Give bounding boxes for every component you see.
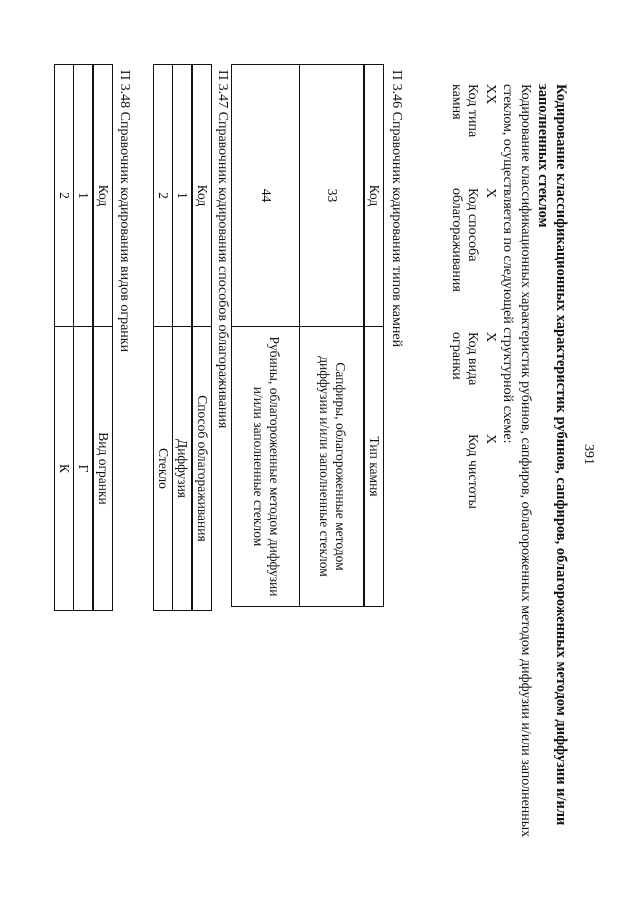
cell-code: 2 bbox=[154, 65, 173, 327]
code-structure-scheme bbox=[438, 84, 498, 564]
scheme-label: Код типа камня bbox=[449, 84, 480, 138]
scheme-label: Код чистоты bbox=[465, 434, 480, 509]
cell-cut: Г bbox=[74, 327, 94, 611]
cell-code: 2 bbox=[55, 65, 74, 327]
scheme-label: Код способа облагораживания bbox=[449, 188, 480, 292]
table-row bbox=[300, 65, 364, 607]
column-header-code: Код bbox=[192, 65, 212, 327]
table-347-caption: П 3.47 Справочник кодирования способов облагораживания bbox=[215, 70, 230, 429]
scheme-item-stone-type bbox=[448, 84, 498, 164]
cell-cut: К bbox=[55, 327, 74, 611]
scheme-mark: Х bbox=[483, 332, 498, 343]
table-346-caption: П 3.46 Справочник кодирования типов камней bbox=[389, 70, 404, 348]
cell-code: 44 bbox=[232, 65, 300, 327]
table-header-row bbox=[93, 65, 113, 611]
cell-type: Рубины, облагороженные методом диффузии и/или заполненные стеклом bbox=[232, 327, 300, 607]
scheme-mark: ХХ bbox=[483, 84, 498, 105]
cell-code: 1 bbox=[74, 65, 94, 327]
cell-code: 33 bbox=[300, 65, 364, 327]
table-348-caption: П 3.48 Справочник кодирования видов огранки bbox=[117, 70, 132, 353]
table-row bbox=[173, 65, 193, 611]
intro-paragraph: Кодирование классификационных характеристик рубинов, сапфиров, облагороженных методом диффузии и/или заполненных стеклом, осуществляется по следующей структурной схеме: bbox=[500, 84, 533, 838]
page-number: 391 bbox=[581, 444, 596, 465]
cell-method: Диффузия bbox=[173, 327, 193, 611]
table-row bbox=[55, 65, 74, 611]
table-346 bbox=[232, 64, 385, 607]
table-347 bbox=[153, 64, 212, 611]
section-heading: Кодирование классификационных характеристик рубинов, сапфиров, облагороженных методом диффузии и/или заполненных стеклом bbox=[535, 84, 569, 826]
column-header-code: Код bbox=[364, 65, 384, 327]
scheme-label: Код вида огранки bbox=[449, 332, 480, 386]
cell-method: Стекло bbox=[154, 327, 173, 611]
cell-code: 1 bbox=[173, 65, 193, 327]
table-348 bbox=[54, 64, 113, 611]
table-row bbox=[74, 65, 94, 611]
table-row bbox=[232, 65, 300, 607]
scheme-mark: Х bbox=[483, 434, 498, 445]
scheme-item-enhancement bbox=[448, 188, 498, 292]
column-header-method: Способ облагораживания bbox=[192, 327, 212, 611]
table-header-row bbox=[364, 65, 384, 607]
table-row bbox=[154, 65, 173, 611]
cell-type: Сапфиры, облагороженные методом диффузии и/или заполненные стеклом bbox=[300, 327, 364, 607]
scheme-mark: Х bbox=[483, 188, 498, 199]
column-header-cut: Вид огранки bbox=[93, 327, 113, 611]
table-header-row bbox=[192, 65, 212, 611]
column-header-code: Код bbox=[93, 65, 113, 327]
scheme-item-clarity bbox=[464, 434, 498, 544]
column-header-type: Тип камня bbox=[364, 327, 384, 607]
scheme-item-cut bbox=[448, 332, 498, 404]
